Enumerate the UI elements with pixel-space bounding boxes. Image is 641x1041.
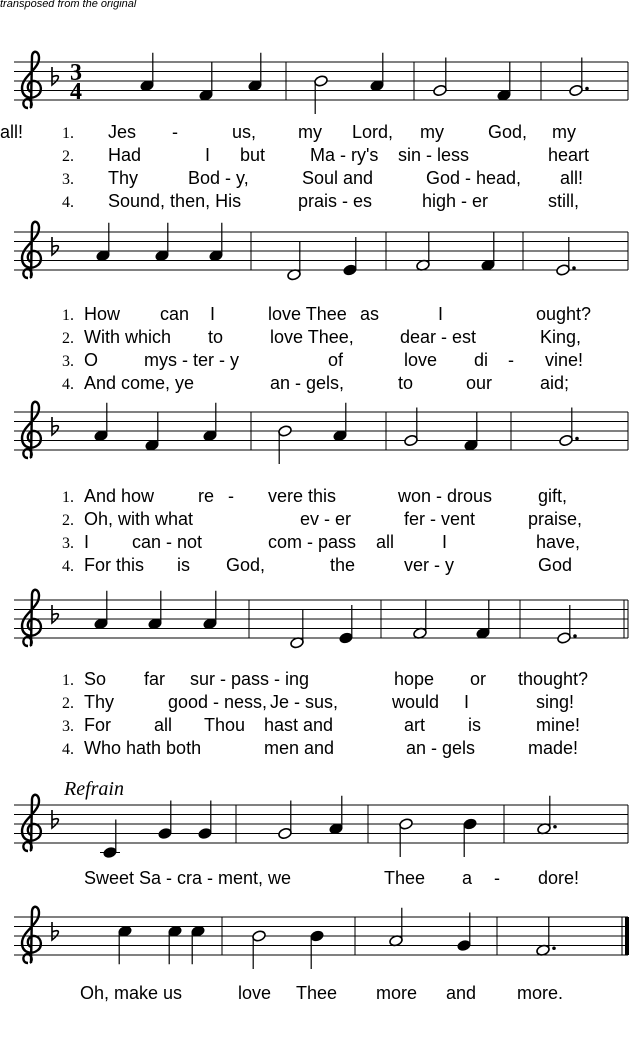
lyric-syllable: Thou <box>204 715 246 735</box>
lyric-syllable: prais - es <box>298 191 373 211</box>
lyric-syllable: but <box>240 145 266 165</box>
note-head <box>404 434 419 447</box>
lyric-syllable: art <box>404 715 426 735</box>
note-head <box>158 827 173 840</box>
flat-key-signature-icon <box>52 417 58 435</box>
staff-system-3 <box>14 402 628 575</box>
verse-number: 2. <box>62 695 74 712</box>
staff-system-1 <box>0 52 628 211</box>
lyric-syllable: have, <box>536 532 581 552</box>
verse-number: 1. <box>62 672 74 689</box>
lyric-syllable: sin - less <box>398 145 470 165</box>
note-head <box>399 818 414 831</box>
lyric-syllable: mys - ter - y <box>144 350 239 370</box>
flat-key-signature-icon <box>52 67 58 85</box>
lyric-syllable: Sound, then, His <box>108 191 242 211</box>
lyric-syllable: Soul and <box>302 168 374 188</box>
verse-number: 1. <box>62 489 74 506</box>
lyric-syllable: I <box>210 304 216 324</box>
lyric-syllable: vere this <box>268 486 337 506</box>
lyric-syllable: - <box>172 122 178 142</box>
lyric-syllable: an - gels <box>406 738 476 758</box>
note-dot <box>573 634 577 638</box>
lyric-syllable: won - drous <box>398 486 493 506</box>
time-signature-bottom: 4 <box>70 79 82 105</box>
lyric-syllable: gift, <box>538 486 568 506</box>
lyric-syllable: Lord, <box>352 122 394 142</box>
note-head <box>557 632 572 645</box>
lyric-syllable: the <box>330 555 356 575</box>
lyric-syllable: Oh, with what <box>84 509 194 529</box>
note-dot <box>552 946 556 950</box>
lyric-syllable: Sweet Sa - cra - ment, we <box>84 868 292 888</box>
staff-system-2 <box>14 222 628 393</box>
staff-system-4 <box>14 590 628 758</box>
verse-number: 4. <box>62 741 74 758</box>
lyric-syllable: us, <box>232 122 257 142</box>
staff-system-6 <box>14 907 629 1003</box>
lyric-syllable: my <box>298 122 322 142</box>
lyric-syllable: hast and <box>264 715 334 735</box>
note-head <box>559 434 574 447</box>
lyric-syllable: our <box>466 373 493 393</box>
verse-number: 3. <box>62 353 74 370</box>
lyric-syllable: heart <box>548 145 590 165</box>
lyric-syllable: God <box>538 555 573 575</box>
lyric-syllable: ought? <box>536 304 592 324</box>
lyric-syllable: still, <box>548 191 579 211</box>
time-signature-top: 3 <box>70 60 82 86</box>
lyric-syllable: God - head, <box>426 168 522 188</box>
verse-number: 3. <box>62 718 74 735</box>
note-head <box>278 827 293 840</box>
verse-number: 4. <box>62 194 74 211</box>
note-head <box>569 84 584 97</box>
lyric-syllable: my <box>420 122 444 142</box>
note-head <box>278 425 293 438</box>
lyric-syllable: of <box>328 350 344 370</box>
lyric-syllable: com - pass <box>268 532 357 552</box>
note-dot <box>553 825 557 829</box>
lyric-syllable: love Thee, <box>270 327 354 347</box>
verse-number: 4. <box>62 376 74 393</box>
note-dot <box>585 87 589 91</box>
lyric-syllable: King, <box>540 327 582 347</box>
lyric-syllable: mine! <box>536 715 581 735</box>
lyric-syllable: Je - sus, <box>270 692 339 712</box>
lyric-syllable: I <box>438 304 444 324</box>
note-head <box>339 632 354 645</box>
lyric-syllable: good - ness, <box>168 692 268 712</box>
lyric-syllable: ver - y <box>404 555 455 575</box>
lyric-syllable: dear - est <box>400 327 477 347</box>
lyric-syllable: di <box>474 350 489 370</box>
lyric-syllable: Bod - y, <box>188 168 249 188</box>
lyric-syllable: With which <box>84 327 172 347</box>
refrain-label: Refrain <box>64 778 124 800</box>
lyric-syllable: sur - pass - ing <box>190 669 310 689</box>
lyric-syllable: as <box>360 304 380 324</box>
lyric-syllable: love <box>238 983 272 1003</box>
lyric-syllable: hope <box>394 669 435 689</box>
verse-number: 1. <box>62 125 74 142</box>
lyric-syllable: ev - er <box>300 509 352 529</box>
lyric-syllable: a <box>462 868 473 888</box>
flat-key-signature-icon <box>52 922 58 940</box>
transposition-note: transposed from the original <box>0 0 137 10</box>
lyric-syllable: thought? <box>518 669 589 689</box>
verse-number: 2. <box>62 512 74 529</box>
lyric-syllable: my <box>552 122 576 142</box>
lyric-syllable: I <box>84 532 90 552</box>
lyric-syllable: more. <box>517 983 564 1003</box>
lyric-syllable: or <box>470 669 487 689</box>
note-head <box>198 827 213 840</box>
verse-number: 3. <box>62 171 74 188</box>
flat-key-signature-icon <box>52 810 58 828</box>
lyric-syllable: Thy <box>108 168 139 188</box>
note-head <box>343 264 358 277</box>
note-dot <box>575 437 579 441</box>
lyric-syllable: love Thee <box>268 304 347 324</box>
lyric-syllable: So <box>84 669 107 689</box>
verse-number: 2. <box>62 148 74 165</box>
note-head <box>463 818 478 831</box>
lyric-syllable: Who hath both <box>84 738 202 758</box>
lyric-syllable: - <box>508 350 514 370</box>
lyric-syllable: - <box>494 868 500 888</box>
flat-key-signature-icon <box>52 237 58 255</box>
final-barline <box>625 917 629 955</box>
lyric-syllable: Thy <box>84 692 115 712</box>
lyric-syllable: I <box>205 145 211 165</box>
verse-number: 4. <box>62 558 74 575</box>
lyric-syllable: an - gels, <box>270 373 345 393</box>
lyric-syllable: can - not <box>132 532 203 552</box>
lyric-syllable: O <box>84 350 99 370</box>
lyric-syllable: How <box>84 304 121 324</box>
verse-number: 2. <box>62 330 74 347</box>
lyric-syllable: to <box>208 327 224 347</box>
note-head <box>252 930 267 943</box>
note-head <box>556 264 571 277</box>
note-dot <box>572 266 576 270</box>
lyric-syllable: And come, ye <box>84 373 195 393</box>
flat-key-signature-icon <box>52 605 58 623</box>
lyric-syllable: And how <box>84 486 155 506</box>
note-head <box>433 84 448 97</box>
lyric-syllable: aid; <box>540 373 570 393</box>
lyric-syllable: Jes <box>108 122 137 142</box>
lyric-syllable: would <box>392 692 440 712</box>
lyric-syllable: Ma - ry's <box>310 145 379 165</box>
lyric-syllable: to <box>398 373 414 393</box>
note-head <box>314 75 329 88</box>
lyric-syllable: all <box>376 532 395 552</box>
lyric-syllable: is <box>177 555 190 575</box>
lyric-syllable: more <box>376 983 418 1003</box>
lyric-syllable: For <box>84 715 111 735</box>
lyric-syllable: sing! <box>536 692 575 712</box>
lyric-syllable: vine! <box>545 350 584 370</box>
lyric-syllable: made! <box>528 738 579 758</box>
staff-system-5 <box>14 778 628 888</box>
lyric-syllable: Had <box>108 145 142 165</box>
lyric-syllable: all! <box>0 122 24 142</box>
lyric-syllable: I <box>464 692 470 712</box>
lyric-syllable: all <box>154 715 173 735</box>
lyric-syllable: God, <box>226 555 266 575</box>
lyric-syllable: praise, <box>528 509 583 529</box>
verse-number: 3. <box>62 535 74 552</box>
lyric-syllable: love <box>404 350 438 370</box>
note-head <box>457 939 472 952</box>
lyric-syllable: For this <box>84 555 145 575</box>
lyric-syllable: I <box>442 532 448 552</box>
lyric-syllable: high - er <box>422 191 489 211</box>
verse-number: 1. <box>62 307 74 324</box>
note-head <box>310 930 325 943</box>
lyric-syllable: re <box>198 486 215 506</box>
lyric-syllable: dore! <box>538 868 580 888</box>
lyric-syllable: can <box>160 304 190 324</box>
lyric-syllable: Thee <box>296 983 338 1003</box>
lyric-syllable: men and <box>264 738 335 758</box>
lyric-syllable: Oh, make us <box>80 983 183 1003</box>
lyric-syllable: God, <box>488 122 528 142</box>
lyric-syllable: is <box>468 715 481 735</box>
lyric-syllable: Thee <box>384 868 426 888</box>
lyric-syllable: fer - vent <box>404 509 476 529</box>
lyric-syllable: - <box>228 486 234 506</box>
lyric-syllable: and <box>446 983 477 1003</box>
lyric-syllable: all! <box>560 168 584 188</box>
lyric-syllable: far <box>144 669 166 689</box>
